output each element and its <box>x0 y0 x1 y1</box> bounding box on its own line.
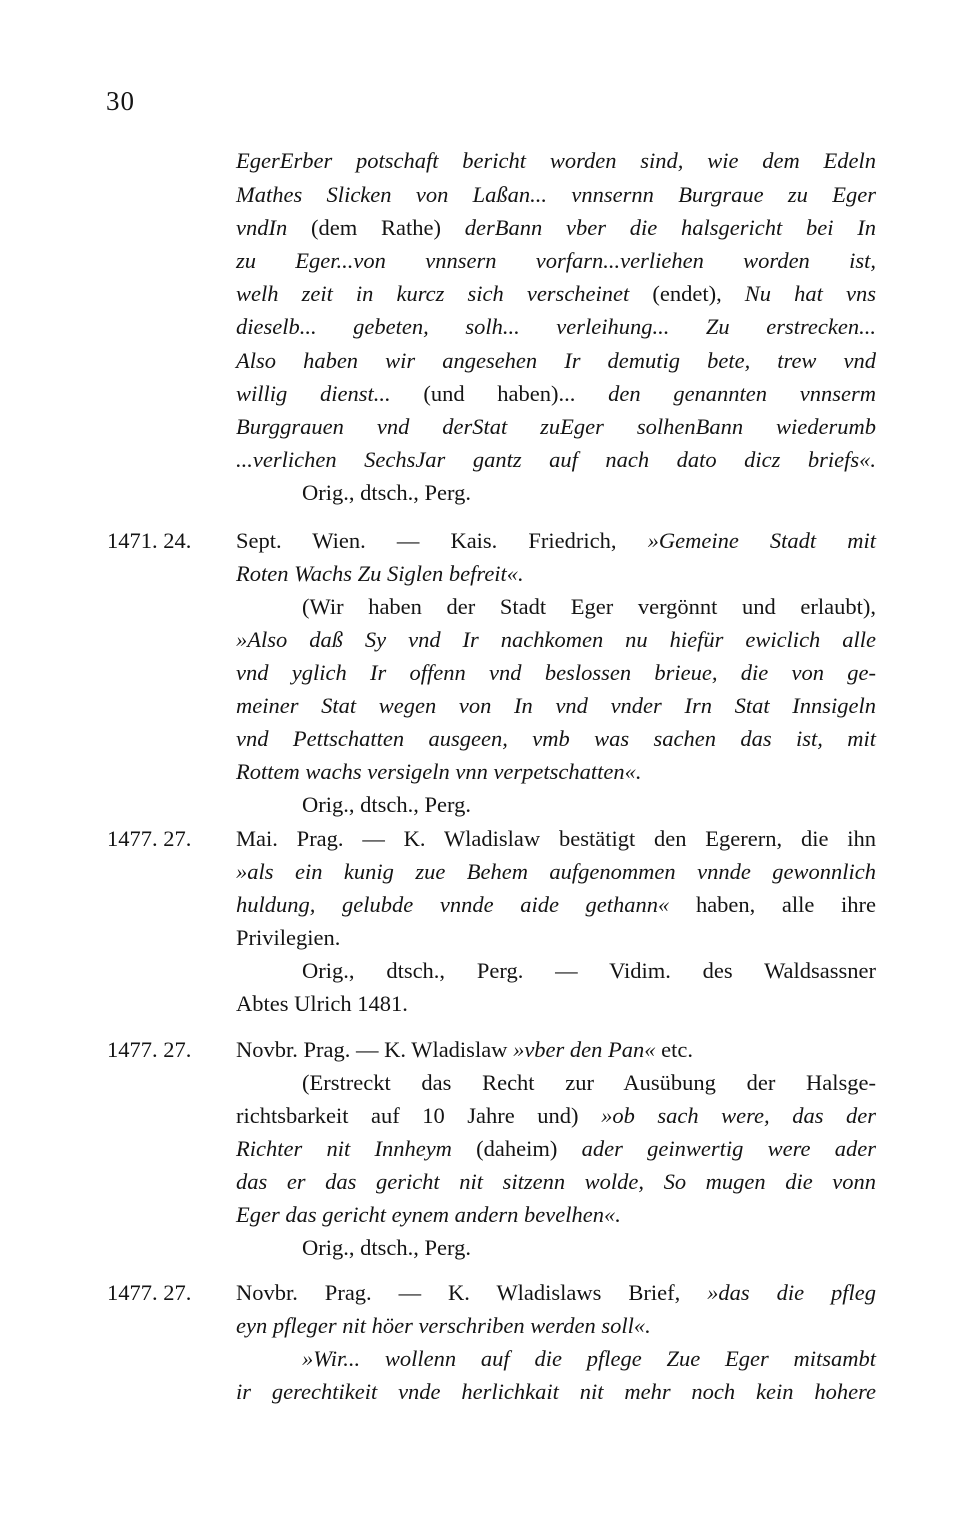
entry-line: Mai. Prag. — K. Wladislaw bestätigt den Egerern, die ihn <box>236 826 876 851</box>
intro-line: willig dienst... (und haben)... den genannten vnnserm <box>236 381 876 406</box>
entry-source: Abtes Ulrich 1481. <box>236 991 408 1016</box>
entry-line: vnd Pettschatten ausgeen, vmb was sachen das ist, mit <box>236 726 876 751</box>
intro-source: Orig., dtsch., Perg. <box>302 480 471 505</box>
intro-line: ...verlichen SechsJar gantz auf nach dato dicz briefs«. <box>236 447 876 472</box>
entry-line: (Erstreckt das Recht zur Ausübung der Halsge- <box>302 1070 876 1095</box>
intro-line: dieselb... gebeten, solh... verleihung... Zu erstrecken... <box>236 314 876 339</box>
intro-line: vndIn (dem Rathe) derBann vber die halsgericht bei In <box>236 215 876 240</box>
entry-line: »Wir... wollenn auf die pflege Zue Eger mitsambt <box>302 1346 876 1371</box>
entry-source: Orig., dtsch., Perg. <box>302 1235 471 1260</box>
entry-source: Orig., dtsch., Perg. <box>302 792 471 817</box>
entry-line: Sept. Wien. — Kais. Friedrich, »Gemeine Stadt mit <box>236 528 876 553</box>
intro-line: zu Eger...von vnnsern vorfarn...verliehen worden ist, <box>236 248 876 273</box>
entry-line: eyn pfleger nit höer verschriben werden soll«. <box>236 1313 651 1338</box>
entry-date: 1471. 24. <box>107 528 192 553</box>
entry-line: »als ein kunig zue Behem aufgenommen vnnde gewonnlich <box>236 859 876 884</box>
entry-line: Eger das gericht eynem andern bevelhen«. <box>236 1202 621 1227</box>
entry-line: huldung, gelubde vnnde aide gethann« haben, alle ihre <box>236 892 876 917</box>
intro-line: EgerErber potschaft bericht worden sind, wie dem Edeln <box>236 148 876 173</box>
entry-line: Privilegien. <box>236 925 341 950</box>
entry-line: meiner Stat wegen von In vnd vnder Irn Stat Innsigeln <box>236 693 876 718</box>
entry-line: ir gerechtikeit vnde herlichkait nit mehr noch kein hohere <box>236 1379 876 1404</box>
intro-line: Mathes Slicken von Laßan... vnnsernn Burgraue zu Eger <box>236 182 876 207</box>
page-number: 30 <box>106 86 135 116</box>
entry-date: 1477. 27. <box>107 1280 192 1305</box>
entry-source: Orig., dtsch., Perg. — Vidim. des Waldsassner <box>302 958 876 983</box>
intro-line: welh zeit in kurcz sich verscheinet (endet), Nu hat vns <box>236 281 876 306</box>
entry-line: Roten Wachs Zu Siglen befreit«. <box>236 561 524 586</box>
entry-line: Novbr. Prag. — K. Wladislaws Brief, »das die pfleg <box>236 1280 877 1305</box>
entry-line: Rottem wachs versigeln vnn verpetschatten«. <box>236 759 642 784</box>
entry-line: Novbr. Prag. — K. Wladislaw »vber den Pan« etc. <box>236 1037 694 1062</box>
entry-line: Richter nit Innheym (daheim) ader geinwertig were ader <box>236 1136 876 1161</box>
entry-date: 1477. 27. <box>107 1037 192 1062</box>
entry-line: richtsbarkeit auf 10 Jahre und) »ob sach were, das der <box>236 1103 876 1128</box>
entry-date: 1477. 27. <box>107 826 192 851</box>
intro-line: Also haben wir angesehen Ir demutig bete, trew vnd <box>236 348 876 373</box>
entry-line: »Also daß Sy vnd Ir nachkomen nu hiefür ewiclich alle <box>236 627 876 652</box>
intro-line: Burggrauen vnd derStat zuEger solhenBann wiederumb <box>236 414 876 439</box>
entry-line: vnd yglich Ir offenn vnd beslossen brieue, die von ge- <box>236 660 876 685</box>
entry-line: das er das gericht nit sitzenn wolde, So mugen die vonn <box>236 1169 876 1194</box>
entry-line: (Wir haben der Stadt Eger vergönnt und erlaubt), <box>302 594 876 619</box>
